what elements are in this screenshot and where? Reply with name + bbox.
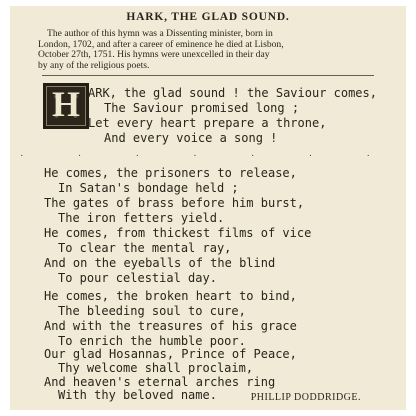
- author-note-line: The author of this hymn was a Dissenting minister, born in: [47, 28, 273, 39]
- stanza-separator: . . . . . . .: [20, 149, 396, 159]
- verse-line: Thy welcome shall proclaim,: [58, 361, 254, 375]
- verse-line: Let every heart prepare a throne,: [88, 116, 327, 130]
- drop-cap-letter: H: [51, 84, 80, 124]
- verse-line: And on the eyeballs of the blind: [44, 256, 276, 270]
- verse-line: With thy beloved name.: [58, 388, 217, 402]
- hymn-page: [10, 6, 406, 410]
- verse-line: The bleeding soul to cure,: [58, 304, 246, 318]
- divider-rule: [42, 75, 374, 76]
- verse-line: The Saviour promised long ;: [104, 101, 300, 115]
- verse-line: The gates of brass before him burst,: [44, 196, 305, 210]
- ornamental-drop-cap: [43, 83, 89, 129]
- verse-line: In Satan's bondage held ;: [58, 181, 239, 195]
- verse-line: To enrich the humble poor.: [58, 334, 246, 348]
- verse-line: He comes, from thickest films of vice: [44, 226, 312, 240]
- hymn-title: HARK, THE GLAD SOUND.: [126, 11, 290, 23]
- verse-line: The iron fetters yield.: [58, 211, 225, 225]
- verse-line: To clear the mental ray,: [58, 241, 232, 255]
- author-note: [38, 29, 380, 71]
- verse-line: He comes, the broken heart to bind,: [44, 289, 297, 303]
- author-note-line: October 27th, 1751. His hymns were unexcelled in their day: [38, 49, 270, 61]
- author-note-line: London, 1702, and after a career of eminence he died at Lisbon,: [38, 38, 284, 50]
- verse-line: And heaven's eternal arches ring: [44, 375, 276, 389]
- author-signature: PHILLIP DODDRIDGE.: [250, 392, 361, 403]
- verse-line: To pour celestial day.: [58, 271, 217, 285]
- verse-line: ARK, the glad sound ! the Saviour comes,: [88, 86, 377, 100]
- verse-line: Our glad Hosannas, Prince of Peace,: [44, 347, 297, 361]
- verse-line: And with the treasures of his grace: [44, 319, 297, 333]
- verse-line: He comes, the prisoners to release,: [44, 166, 297, 180]
- verse-line: And every voice a song !: [104, 131, 278, 145]
- author-note-line: by any of the religious poets.: [38, 59, 150, 71]
